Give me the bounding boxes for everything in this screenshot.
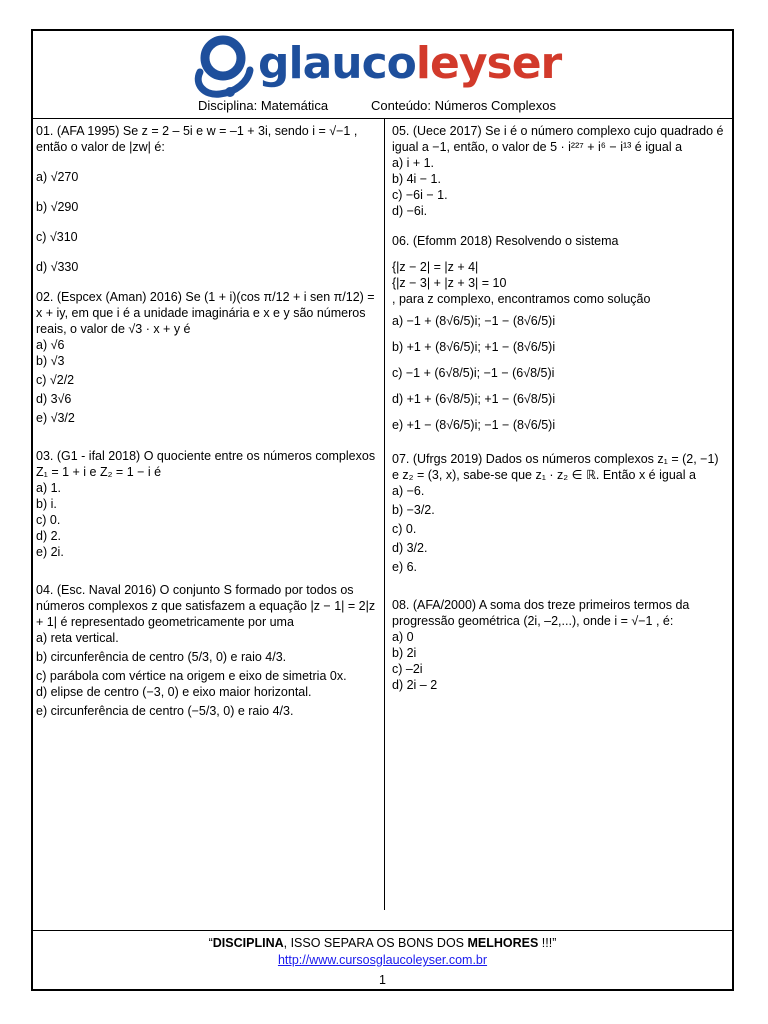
option: b) 2i: [392, 646, 417, 660]
option: d) 3/2.: [392, 541, 428, 555]
question-01: [36, 123, 378, 275]
quote-middle: , ISSO SEPARA OS BONS DOS: [283, 936, 468, 950]
system-tail: , para z complexo, encontramos como solução: [392, 292, 651, 306]
option: a) −1 + (8√6/5)i; −1 − (8√6/5)i: [392, 314, 556, 328]
option: b) i.: [36, 497, 57, 511]
option: c) –2i: [392, 662, 423, 676]
option: c) −1 + (6√8/5)i; −1 − (6√8/5)i: [392, 366, 555, 380]
option: a) −6.: [392, 484, 425, 498]
option: c) 0.: [36, 513, 61, 527]
option: e) circunferência de centro (−5/3, 0) e raio 4/3.: [36, 704, 294, 718]
quote-open: “: [208, 936, 213, 950]
column-divider: [384, 118, 385, 910]
question-text: 08. (AFA/2000) A soma dos treze primeiros termos da progressão geométrica (2i, –2,...), onde i = √−1 , é:: [392, 598, 690, 628]
quote-bold-best: MELHORES: [467, 936, 539, 950]
question-text: 05. (Uece 2017) Se i é o número complexo cujo quadrado é igual a −1, então, o valor de 5 · i²²⁷ + i⁶ − i¹³ é igual a: [392, 124, 724, 154]
question-04: [36, 582, 378, 719]
option: d) 2i – 2: [392, 678, 438, 692]
option: d) −6i.: [392, 204, 428, 218]
discipline-label: Disciplina: Matemática: [198, 98, 329, 113]
option: b) −3/2.: [392, 503, 435, 517]
logo-text: [258, 34, 561, 94]
system-lines: [392, 259, 506, 291]
header-divider: [31, 118, 734, 119]
website-link[interactable]: http://www.cursosglaucoleyser.com.br: [277, 953, 488, 967]
footer-divider: [31, 930, 734, 931]
left-column: [36, 123, 378, 733]
subject-row: [31, 98, 734, 116]
question-text: 04. (Esc. Naval 2016) O conjunto S formado por todos os números complexos z que satisfazem a equação |z − 1| = 2|z + 1| é representado geometricamente por uma: [36, 583, 376, 629]
option: a) √6: [36, 338, 65, 352]
option: a) 1.: [36, 481, 62, 495]
option: b) circunferência de centro (5/3, 0) e raio 4/3.: [36, 650, 287, 664]
option: a) 0: [392, 630, 414, 644]
option: c) √2/2: [36, 373, 75, 387]
option: c) 0.: [392, 522, 417, 536]
question-text: 03. (G1 - ifal 2018) O quociente entre os números complexos Z₁ = 1 + i e Z₂ = 1 − i é: [36, 449, 376, 479]
option: d) +1 + (6√8/5)i; +1 − (6√8/5)i: [392, 392, 556, 406]
equation-system: [392, 259, 728, 291]
option: a) √270: [36, 170, 79, 184]
option: b) +1 + (8√6/5)i; +1 − (8√6/5)i: [392, 340, 556, 354]
question-text: 02. (Espcex (Aman) 2016) Se (1 + i)(cos π/12 + i sen π/12) = x + iy, em que i é a unidade imaginária e x e y são números reais, o valor de √3 · x + y é: [36, 290, 375, 336]
question-text: 06. (Efomm 2018) Resolvendo o sistema: [392, 234, 619, 248]
option: a) reta vertical.: [36, 631, 119, 645]
page-number: 1: [379, 973, 386, 987]
option: b) √290: [36, 200, 79, 214]
question-07: [392, 451, 728, 575]
content-label: Conteúdo: Números Complexos: [371, 98, 556, 113]
question-02: [36, 289, 378, 426]
option: c) √310: [36, 230, 78, 244]
question-text: 07. (Ufrgs 2019) Dados os números complexos z₁ = (2, −1) e z₂ = (3, x), sabe-se que z₁ · z₂ ∈ ℝ. Então x é igual a: [392, 452, 719, 482]
logo-text-leyser: leyser: [415, 38, 562, 89]
logo-text-glauco: glauco: [258, 38, 416, 89]
quote-bold-discipline: DISCIPLINA: [212, 936, 284, 950]
option: c) parábola com vértice na origem e eixo de simetria 0x.: [36, 669, 347, 683]
right-column: [392, 123, 728, 707]
logo-mark-icon: [190, 32, 260, 100]
question-08: [392, 597, 728, 693]
option: e) 2i.: [36, 545, 64, 559]
question-03: [36, 448, 378, 560]
option: e) √3/2: [36, 411, 75, 425]
option: b) 4i − 1.: [392, 172, 441, 186]
footer-quote: [31, 936, 734, 950]
option: b) √3: [36, 354, 65, 368]
option: e) +1 − (8√6/5)i; −1 − (8√6/5)i: [392, 418, 556, 432]
question-05: [392, 123, 728, 219]
option: d) 3√6: [36, 392, 72, 406]
option: c) −6i − 1.: [392, 188, 448, 202]
quote-close: !!!”: [538, 936, 557, 950]
question-06: [392, 233, 728, 433]
option: d) √330: [36, 260, 79, 274]
option: d) 2.: [36, 529, 62, 543]
option: d) elipse de centro (−3, 0) e eixo maior horizontal.: [36, 685, 312, 699]
system-line: {|z − 3| + |z + 3| = 10: [392, 276, 507, 290]
system-line: {|z − 2| = |z + 4|: [392, 260, 479, 274]
option: e) 6.: [392, 560, 418, 574]
logo: [190, 30, 590, 100]
option: a) i + 1.: [392, 156, 435, 170]
question-text: 01. (AFA 1995) Se z = 2 – 5i e w = –1 + 3i, sendo i = √−1 , então o valor de |zw| é:: [36, 124, 358, 154]
footer-link-row: [31, 953, 734, 967]
